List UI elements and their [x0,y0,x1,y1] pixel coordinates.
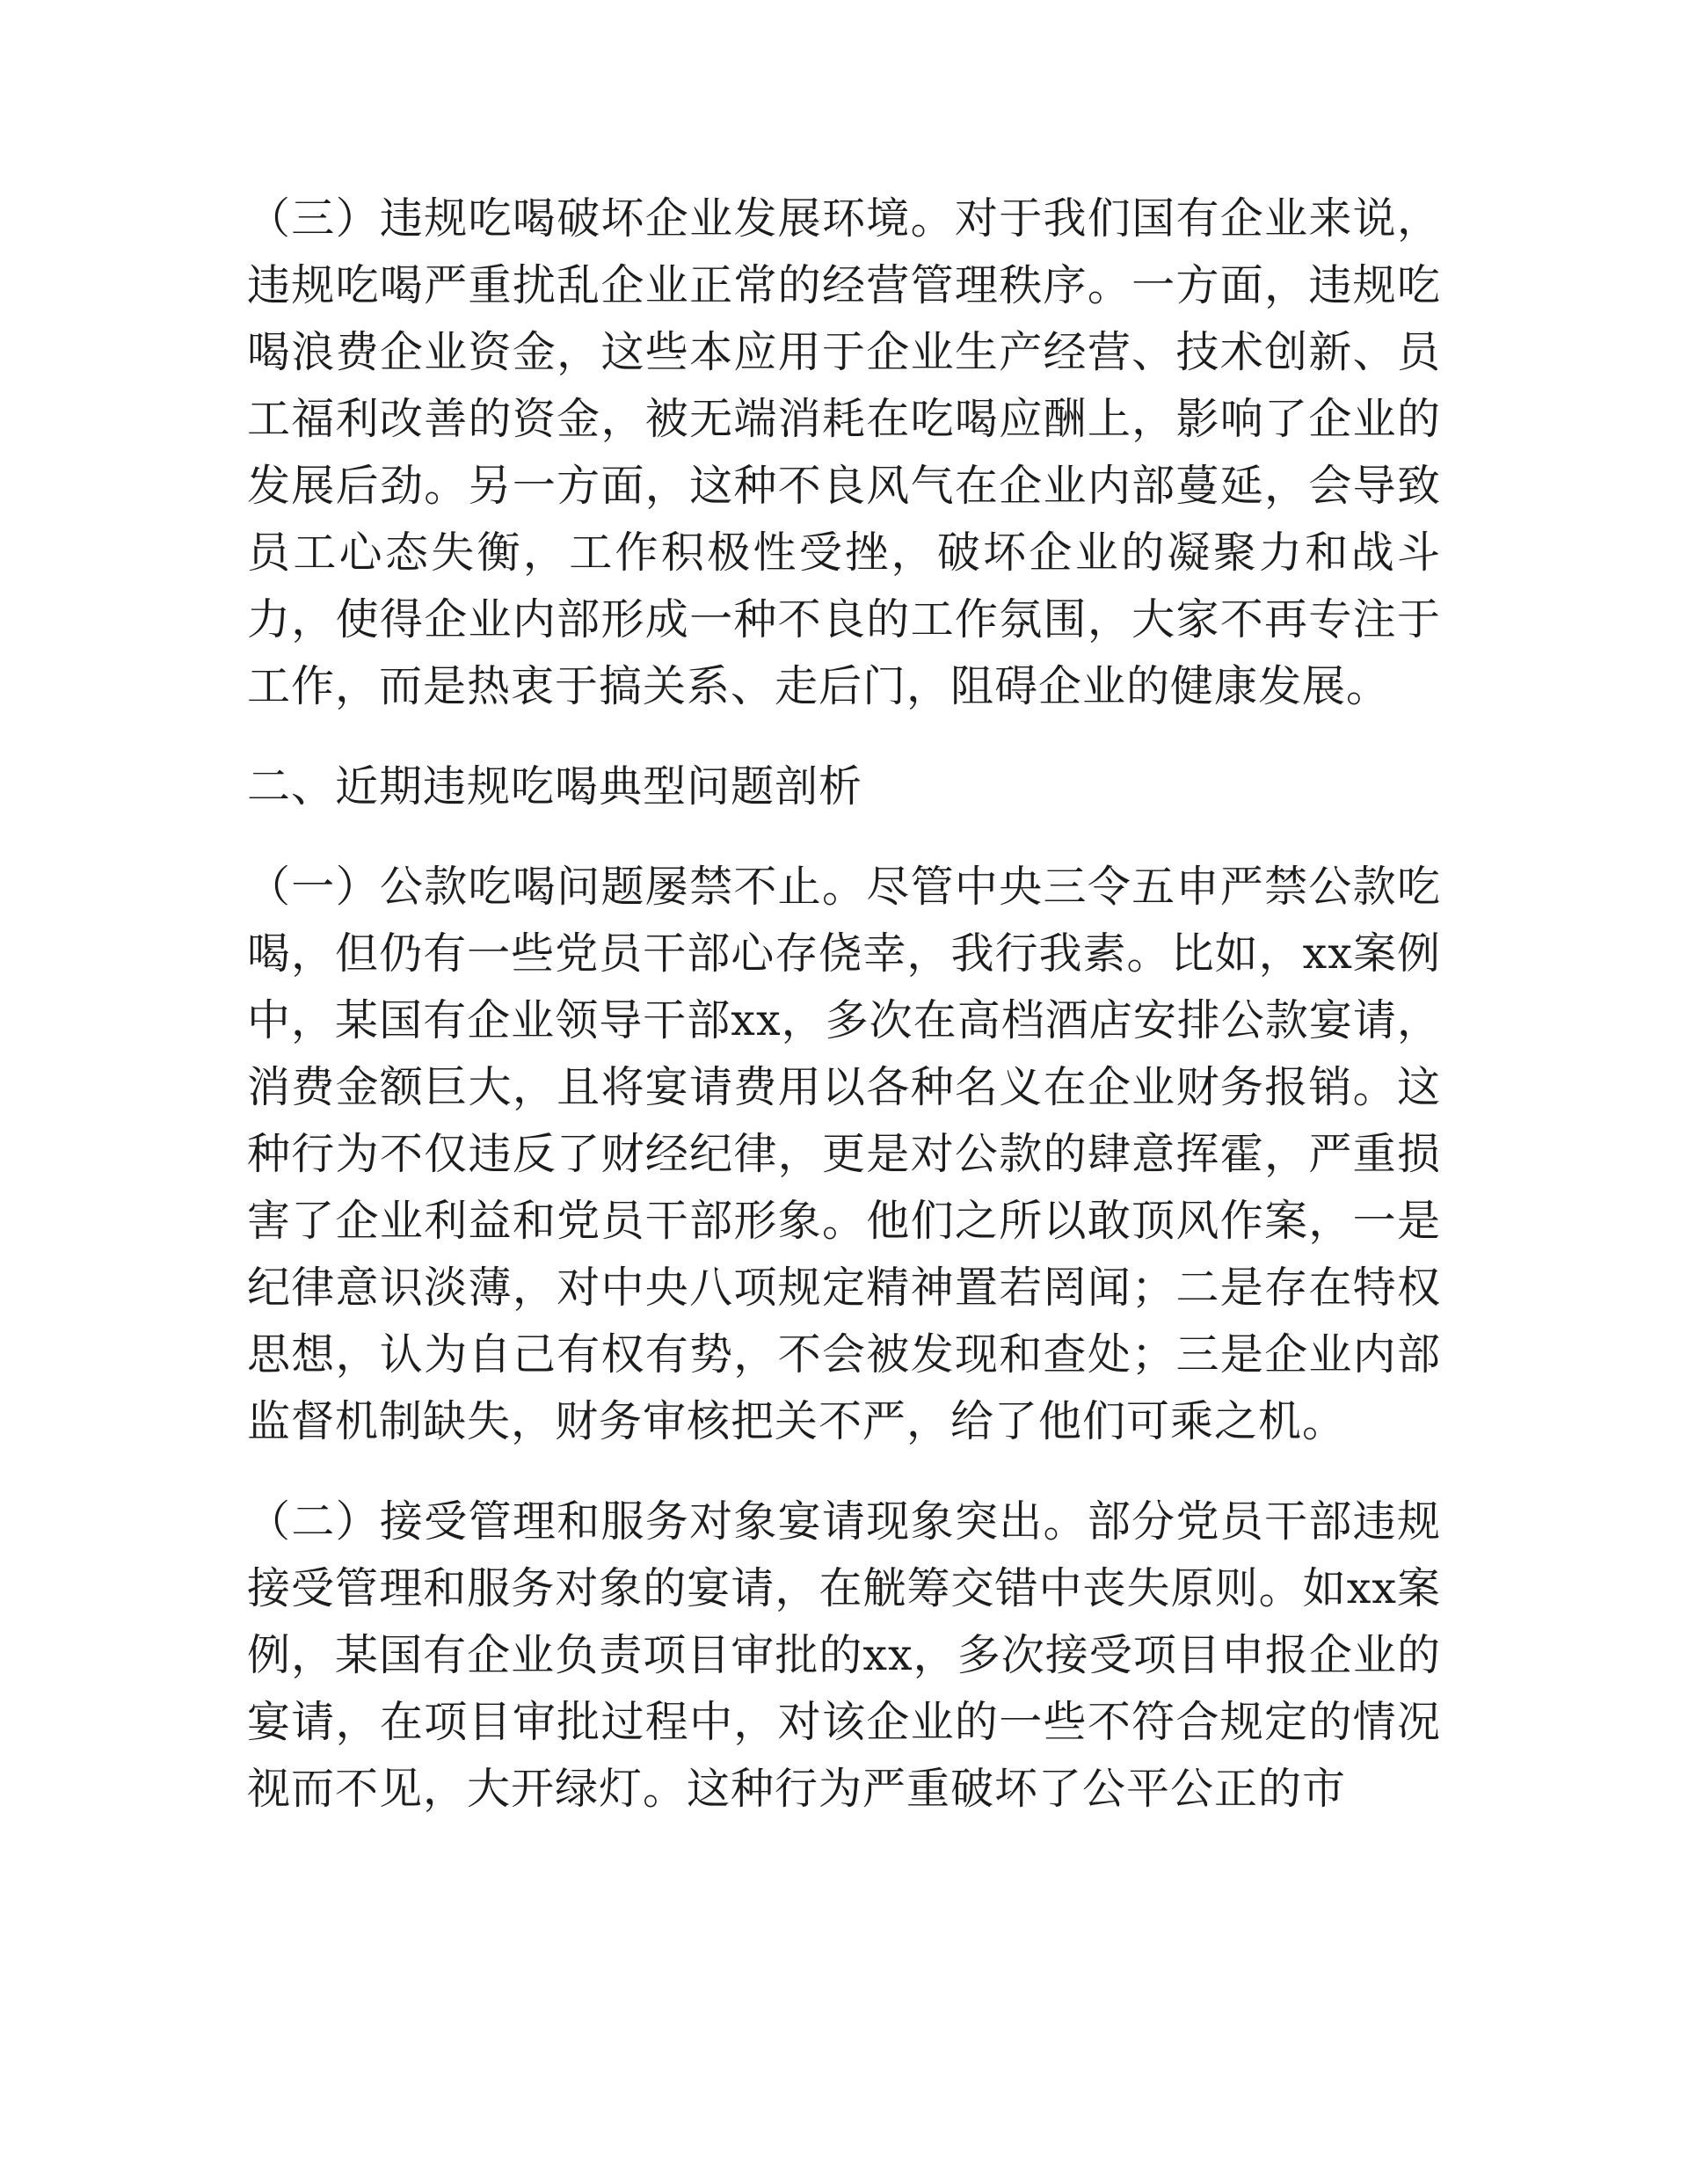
section-heading: 二、近期违规吃喝典型问题剖析 [247,761,863,812]
document-body [247,186,1441,1856]
paragraph-section-three: （三）违规吃喝破坏企业发展环境。对于我们国有企业来说，违规吃喝严重扰乱企业正常的经营管理秩序。一方面，违规吃喝浪费企业资金，这些本应用于企业生产经营、技术创新、员工福利改善的资金，被无端消耗在吃喝应酬上，影响了企业的发展后劲。另一方面，这种不良风气在企业内部蔓延，会导致员工心态失衡，工作积极性受挫，破坏企业的凝聚力和战斗力，使得企业内部形成一种不良的工作氛围，大家不再专注于工作，而是热衷于搞关系、走后门，阻碍企业的健康发展。 [247,193,1441,711]
paragraph-subsection-two: （二）接受管理和服务对象宴请现象突出。部分党员干部违规接受管理和服务对象的宴请，在觥筹交错中丧失原则。如xx案例，某国有企业负责项目审批的xx，多次接受项目申报企业的宴请，在项目审批过程中，对该企业的一些不符合规定的情况视而不见，大开绿灯。这种行为严重破坏了公平公正的市 [247,1496,1441,1814]
paragraph-subsection-one: （一）公款吃喝问题屡禁不止。尽管中央三令五申严禁公款吃喝，但仍有一些党员干部心存侥幸，我行我素。比如，xx案例中，某国有企业领导干部xx，多次在高档酒店安排公款宴请，消费金额巨大，且将宴请费用以各种名义在企业财务报销。这种行为不仅违反了财经纪律，更是对公款的肆意挥霍，严重损害了企业利益和党员干部形象。他们之所以敢顶风作案，一是纪律意识淡薄，对中央八项规定精神置若罔闻；二是存在特权思想，认为自己有权有势，不会被发现和查处；三是企业内部监督机制缺失，财务审核把关不严，给了他们可乘之机。 [247,862,1441,1446]
